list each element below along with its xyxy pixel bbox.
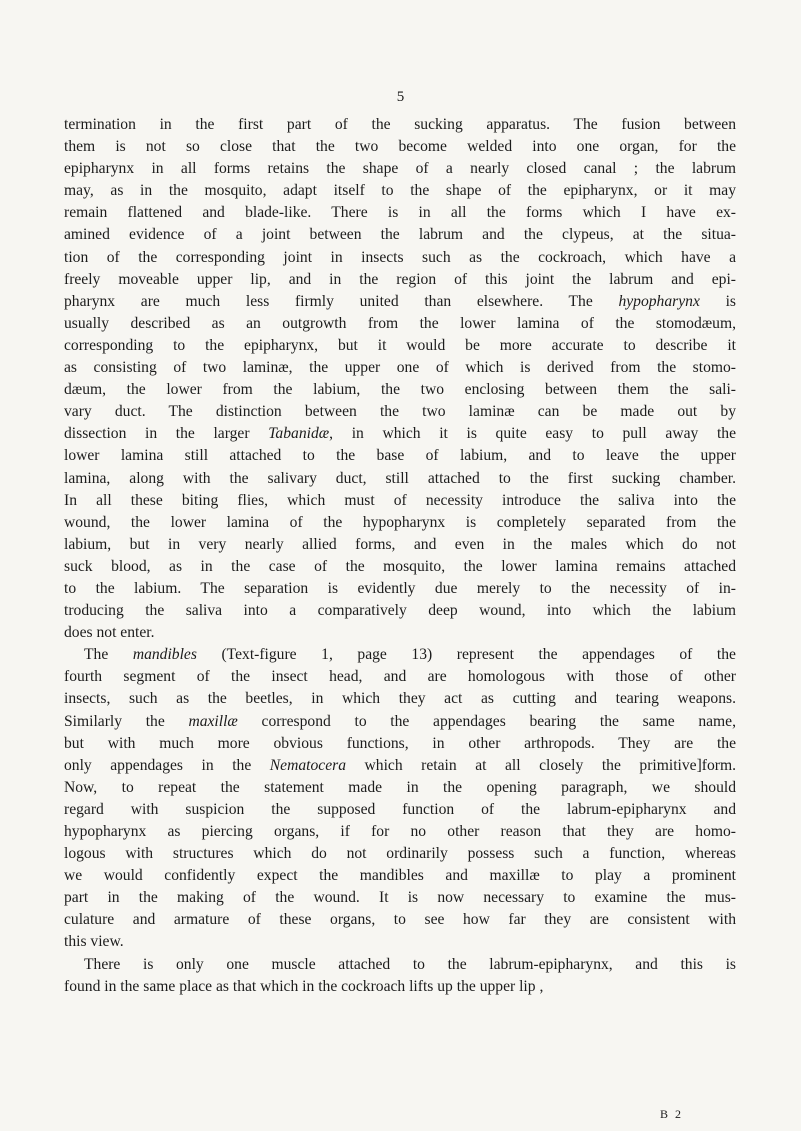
text-segment: freely moveable upper lip, and in the region of this joint the labrum and epi- [64,270,736,288]
text-line [64,799,736,821]
text-segment: vary duct. The distinction between the two laminæ can be made out by [64,403,736,421]
text-line [64,622,736,644]
text-line [64,666,736,688]
italic-term: Nematocera [269,756,346,774]
text-line [64,931,736,953]
text-segment: to the labium. The separation is evidently due merely to the necessity of in- [64,579,736,597]
text-line [64,688,736,710]
text-segment: is [699,292,736,310]
text-line [64,379,736,401]
text-segment: wound, the lower lamina of the hypopharynx is completely separated from the [64,513,736,531]
text-line [64,600,736,622]
text-segment: , in which it is quite easy to pull away the [329,425,736,443]
italic-term: Tabanidæ [268,425,330,443]
text-segment: correspond to the appendages bearing the same name, [237,712,736,730]
text-line [64,401,736,423]
text-segment: remain flattened and blade-like. There is in all the forms which I have ex- [64,204,736,222]
text-line [64,512,736,534]
text-segment: troducing the saliva into a comparatively deep wound, into which the labium [64,602,736,620]
text-segment: dæum, the lower from the labium, the two enclosing between them the sali- [64,381,736,399]
text-segment: may, as in the mosquito, adapt itself to the shape of the epipharynx, or it may [64,182,736,200]
text-segment: as consisting of two laminæ, the upper one of which is derived from the stomo- [64,359,736,377]
text-segment: logous with structures which do not ordinarily possess such a function, whereas [64,845,736,863]
text-line [64,490,736,512]
text-line [64,887,736,909]
text-segment: epipharynx in all forms retains the shape of a nearly closed canal ; the labrum [64,160,736,178]
text-segment: fourth segment of the insect head, and are homologous with those of other [64,668,736,686]
text-line [64,224,736,246]
text-segment: The [84,646,133,664]
text-segment: them is not so close that the two become welded into one organ, for the [64,138,736,156]
text-segment: termination in the first part of the sucking apparatus. The fusion between [64,116,736,133]
text-segment: which retain at all closely the primitive]form. [346,756,736,774]
text-line [64,335,736,357]
text-segment: culature and armature of these organs, to see how far they are consistent with [64,911,736,929]
text-segment: suck blood, as in the case of the mosquito, the lower lamina remains attached [64,557,736,575]
text-line [64,954,736,976]
text-segment: In all these biting flies, which must of necessity introduce the saliva into the [64,491,736,509]
text-line [64,909,736,931]
text-line [64,865,736,887]
text-line [64,445,736,467]
text-line [64,269,736,291]
text-segment: Now, to repeat the statement made in the opening paragraph, we should [64,778,736,796]
text-segment: labium, but in very nearly allied forms, and even in the males which do not [64,535,736,553]
italic-term: maxillæ [188,712,238,730]
text-segment: this view. [64,933,124,951]
text-line [64,423,736,445]
text-line [64,821,736,843]
text-line [64,202,736,224]
text-segment: amined evidence of a joint between the labrum and the clypeus, at the situa- [64,226,736,244]
text-line [64,733,736,755]
text-segment: but with much more obvious functions, in other arthropods. They are the [64,734,736,752]
text-line [64,247,736,269]
text-line [64,578,736,600]
text-line [64,114,736,136]
text-line [64,291,736,313]
text-segment: There is only one muscle attached to the labrum-epipharynx, and this is [84,955,736,973]
text-line [64,843,736,865]
text-line [64,468,736,490]
text-line [64,158,736,180]
text-segment: Similarly the [64,712,189,730]
text-segment: insects, such as the beetles, in which they act as cutting and tearing weapons. [64,690,736,708]
text-line [64,644,736,666]
text-segment: found in the same place as that which in the cockroach lifts up the upper lip , [64,977,544,995]
text-segment: usually described as an outgrowth from the lower lamina of the stomodæum, [64,314,736,332]
italic-term: mandibles [132,646,197,664]
text-line [64,755,736,777]
italic-term: hypopharynx [618,292,700,310]
text-line [64,313,736,335]
text-segment: (Text-figure 1, page 13) represent the appendages of the [196,646,736,664]
page-number: 5 [396,89,405,105]
text-line [64,180,736,202]
text-segment: lower lamina still attached to the base of labium, and to leave the upper [64,447,736,465]
text-line [64,976,736,998]
text-segment: hypopharynx as piercing organs, if for no other reason that they are homo- [64,823,736,840]
body-text [64,114,736,998]
text-line [64,777,736,799]
text-segment: corresponding to the epipharynx, but it would be more accurate to describe it [64,336,736,354]
signature-mark: B 2 [660,1107,684,1121]
text-segment: dissection in the larger [64,425,269,443]
text-segment: regard with suspicion the supposed function of the labrum-epipharynx and [64,800,736,818]
text-segment: does not enter. [64,624,155,642]
text-line [64,556,736,578]
text-segment: lamina, along with the salivary duct, still attached to the first sucking chamber. [64,469,736,487]
text-segment: part in the making of the wound. It is now necessary to examine the mus- [64,889,736,907]
text-line [64,534,736,556]
text-segment: tion of the corresponding joint in insects such as the cockroach, which have a [64,248,736,266]
text-segment: we would confidently expect the mandibles and maxillæ to play a prominent [64,867,736,885]
text-segment: only appendages in the [64,756,270,774]
text-line [64,357,736,379]
text-line [64,136,736,158]
text-segment: pharynx are much less firmly united than elsewhere. The [64,292,619,310]
text-line [64,711,736,733]
